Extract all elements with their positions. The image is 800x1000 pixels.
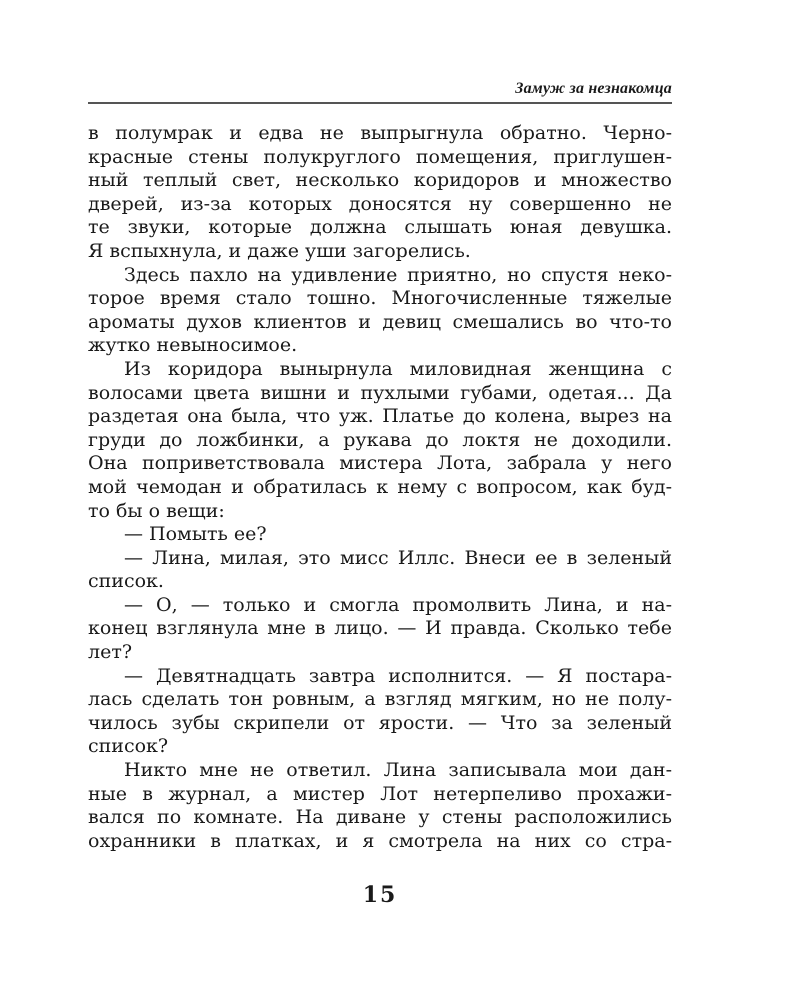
text-line: мой чемодан и обратилась к нему с вопросом, как буд- bbox=[88, 475, 672, 498]
text-line: список. bbox=[88, 570, 164, 593]
text-line: красные стены полукруглого помещения, приглушен- bbox=[88, 145, 672, 168]
text-line: жутко невыносимое. bbox=[88, 334, 298, 357]
text-line: чилось зубы скрипели от ярости. — Что за зеленый bbox=[88, 711, 672, 734]
text-line: Из коридора вынырнула миловидная женщина с bbox=[124, 357, 672, 380]
text-line: лет? bbox=[88, 641, 133, 664]
text-line: лась сделать тон ровным, а взгляд мягким, но не полу- bbox=[88, 688, 672, 711]
text-line: охранники в платках, и я смотрела на них со стра- bbox=[88, 829, 672, 852]
text-line: Никто мне не ответил. Лина записывала мои дан- bbox=[124, 759, 672, 782]
text-line: Она поприветствовала мистера Лота, забрала у него bbox=[88, 452, 672, 475]
text-line: вался по комнате. На диване у стены расположились bbox=[88, 806, 672, 829]
page-number: 15 bbox=[362, 882, 398, 908]
text-line: конец взглянула мне в лицо. — И правда. Сколько тебе bbox=[88, 617, 672, 640]
text-line: торое время стало тошно. Многочисленные тяжелые bbox=[88, 287, 672, 310]
text-line: — Девятнадцать завтра исполнится. — Я постара- bbox=[124, 664, 672, 687]
running-title: Замуж за незнакомца bbox=[515, 80, 672, 97]
text-line: Я вспыхнула, и даже уши загорелись. bbox=[88, 239, 471, 262]
page-body-text bbox=[88, 122, 672, 853]
text-line: — Помыть ее? bbox=[124, 523, 267, 546]
text-line: в полумрак и едва не выпрыгнула обратно. Черно- bbox=[88, 122, 672, 144]
text-line: — Лина, милая, это мисс Иллс. Внеси ее в зеленый bbox=[124, 546, 672, 569]
text-line: дверей, из-за которых доносятся ну совершенно не bbox=[88, 192, 672, 215]
text-line: ароматы духов клиентов и девиц смешались во что-то bbox=[88, 310, 672, 333]
text-line: то бы о вещи: bbox=[88, 499, 225, 522]
text-line: список? bbox=[88, 735, 169, 758]
text-line: раздетая она была, что уж. Платье до колена, вырез на bbox=[88, 405, 672, 428]
running-head bbox=[88, 78, 672, 104]
text-line: те звуки, которые должна слышать юная девушка. bbox=[88, 216, 672, 239]
text-line: волосами цвета вишни и пухлыми губами, одетая... Да bbox=[88, 381, 672, 404]
text-line: ный теплый свет, несколько коридоров и множество bbox=[88, 169, 672, 192]
text-line: — О, — только и смогла промолвить Лина, и на- bbox=[124, 593, 672, 616]
text-line: ные в журнал, а мистер Лот нетерпеливо прохажи- bbox=[88, 782, 672, 805]
text-line: груди до ложбинки, а рукава до локтя не доходили. bbox=[88, 428, 672, 451]
text-line: Здесь пахло на удивление приятно, но спустя неко- bbox=[124, 263, 672, 286]
